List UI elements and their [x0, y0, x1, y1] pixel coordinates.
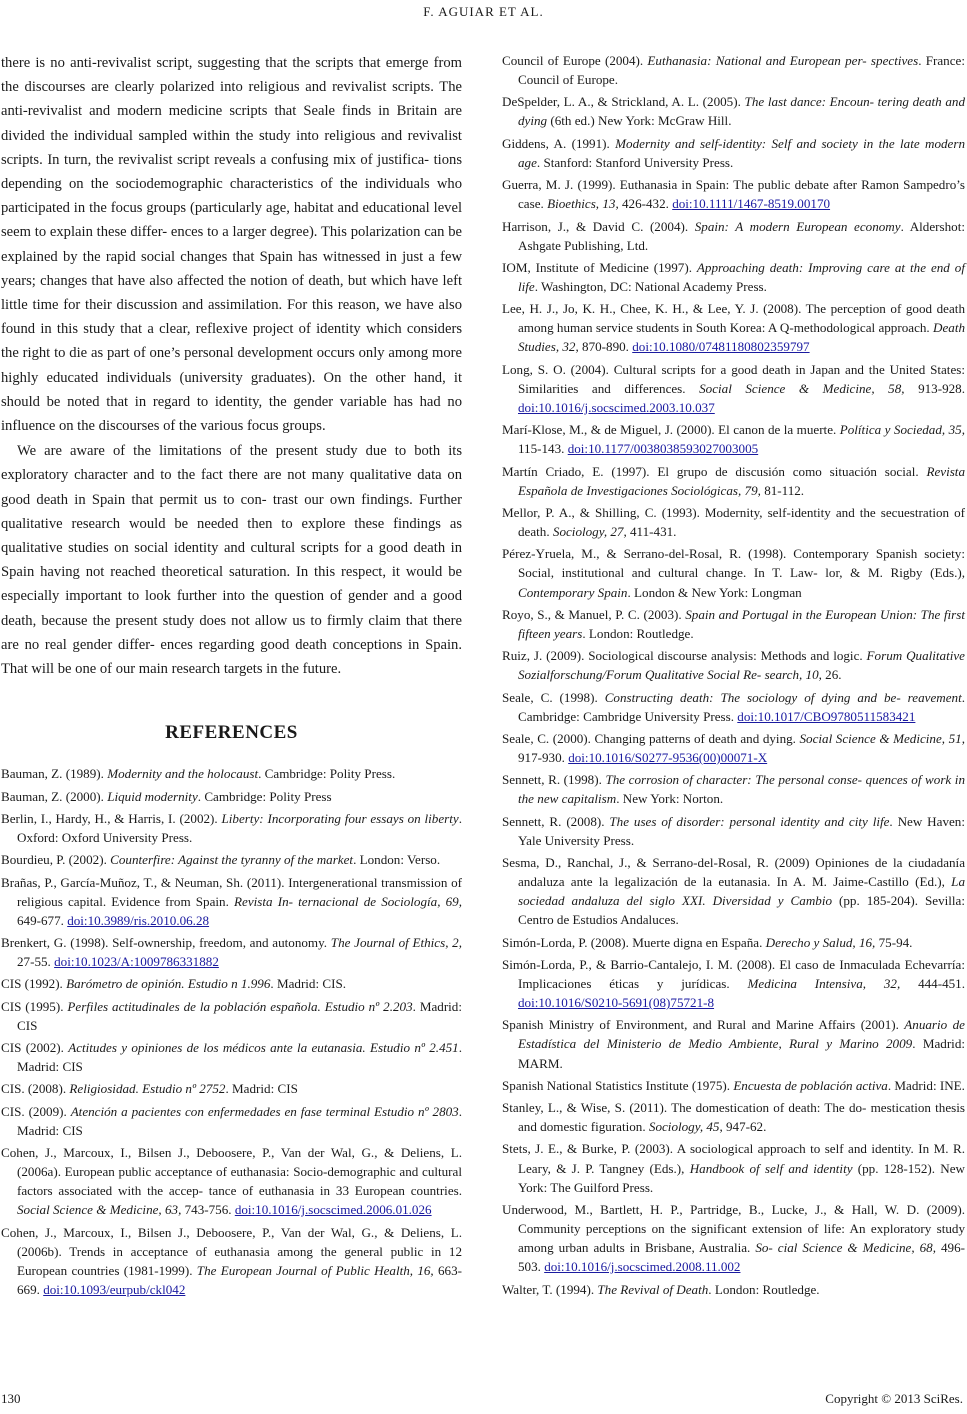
reference-text: CIS (2002). [1, 1040, 69, 1055]
reference-details: 663-669. [17, 1262, 462, 1297]
reference-entry [502, 134, 965, 172]
reference-details: 426-432. [618, 196, 673, 212]
reference-text: Mellor, P. A., & Shilling, C. (1993). Modernity, self-identity and the secuestration of death. [502, 504, 965, 540]
reference-entry [502, 1076, 965, 1095]
reference-source: Atención a pacientes con enfermedades en fase terminal Estudio nº 2803 [70, 1103, 459, 1119]
reference-entry [502, 462, 965, 500]
reference-text: Brenkert, G. (1998). Self-ownership, freedom, and autonomy. [1, 934, 331, 950]
reference-details: 81-112. [760, 482, 805, 498]
reference-details: . Aldershot: Ashgate Publishing, Ltd. [518, 218, 965, 253]
reference-source: Religiosidad. Estudio nº 2752 [69, 1081, 226, 1097]
reference-source: Política y Sociedad, 35, [839, 422, 965, 438]
reference-text: Stets, J. E., & Burke, P. (2003). A sociological approach to self and identity. In M. R. Leary, & J. P. Tangney (Eds.), [502, 1141, 965, 1176]
reference-details: 75-94. [875, 934, 913, 950]
reference-details: (pp. 185-204). Sevilla: Centro de Estudios Andaluces. [518, 893, 966, 928]
reference-text: Walter, T. (1994). [502, 1281, 598, 1297]
reference-entry [502, 51, 965, 89]
reference-source: Social Science & Medicine, 58, [699, 380, 905, 396]
reference-source: The corrosion of character: The personal conse- quences of work in the new capitalism [518, 772, 965, 807]
reference-source: Liberty: Incorporating four essays on liberty [221, 810, 459, 826]
doi-link[interactable]: doi:10.1093/eurpub/ckl042 [43, 1281, 186, 1297]
doi-link[interactable]: doi:10.3989/ris.2010.06.28 [67, 912, 210, 928]
reference-text: CIS (1995). [1, 998, 68, 1014]
reference-text: Royo, S., & Manuel, P. C. (2003). [502, 606, 686, 622]
reference-details: (pp. 128-152). New York: The Guilford Press. [518, 1160, 965, 1195]
reference-text: Stanley, L., & Wise, S. (2011). The domestication of death: The do- mestication thesis and domestic figuration. [502, 1100, 965, 1135]
reference-entry [1, 809, 462, 847]
reference-entry [502, 503, 965, 541]
reference-text: Pérez-Yruela, M., & Serrano-del-Rosal, R. (1998). Contemporary Spanish society: Social, institutional and cultural change. In T. Law- lor, & M. Rigby (Eds.), [502, 546, 965, 581]
reference-details: . Madrid: INE. [887, 1077, 965, 1093]
reference-source: Counterfire: Against the tyranny of the market [110, 852, 354, 868]
reference-source: Derecho y Salud, 16, [765, 934, 876, 950]
reference-details: . Madrid: CIS [225, 1081, 298, 1097]
reference-source: Handbook of self and identity [689, 1160, 853, 1176]
reference-entry [502, 646, 965, 684]
reference-entry [1, 1223, 462, 1299]
reference-entry [502, 217, 965, 255]
reference-entry [1, 1143, 462, 1219]
reference-source: The last dance: Encoun- tering death and dying [518, 94, 965, 129]
reference-details: 411-431. [626, 524, 677, 540]
reference-details: . New Haven: Yale University Press. [518, 813, 965, 848]
reference-entry [502, 770, 965, 808]
reference-entry [502, 175, 965, 213]
reference-details: . Madrid: CIS [17, 998, 462, 1033]
reference-details: . London: Verso. [353, 852, 441, 868]
reference-details: 649-677. [17, 912, 68, 928]
reference-text: Bauman, Z. (2000). [1, 788, 108, 804]
reference-entry [502, 1015, 965, 1072]
reference-details: . Madrid: CIS [17, 1040, 462, 1075]
left-column [1, 51, 462, 1302]
reference-entry [1, 974, 462, 993]
reference-entry [502, 1280, 965, 1299]
reference-details: . Washington, DC: National Academy Press. [534, 278, 767, 294]
reference-text: Spanish Ministry of Environment, and Rural and Marine Affairs (2001). [502, 1017, 905, 1033]
reference-entry [1, 764, 462, 783]
reference-entry [502, 420, 965, 458]
reference-text: Cohen, J., Marcoux, I., Bilsen J., Deboosere, P., Van der Wal, G., & Deliens, L. (2006b). Trends in acceptance of euthanasia among the general public in 12 European countries (1981-1999). [1, 1224, 462, 1278]
reference-details: . London: Routledge. [582, 625, 694, 641]
reference-text: Brañas, P., García-Muñoz, T., & Neuman, Sh. (2011). Intergenerational transmission of religious capital. Evidence from Spain. [1, 874, 462, 909]
reference-source: La sociedad andaluza del siglo XXI. Diversidad y Cambio [518, 874, 965, 909]
reference-text: Council of Europe (2004). [502, 53, 648, 68]
reference-entry [1, 933, 462, 971]
doi-link[interactable]: doi:10.1016/j.socscimed.2003.10.037 [518, 399, 715, 415]
doi-link[interactable]: doi:10.1016/j.socscimed.2006.01.026 [234, 1202, 432, 1218]
reference-source: Contemporary Spain [518, 584, 628, 600]
reference-entry [502, 853, 965, 929]
references-list-right [502, 51, 965, 1299]
reference-source: Spain: A modern European economy [694, 218, 901, 234]
reference-source: Sociology, 45, [648, 1119, 723, 1135]
reference-text: IOM, Institute of Medicine (1997). [502, 259, 697, 275]
reference-entry [502, 360, 965, 417]
doi-link[interactable]: doi:10.1016/S0277-9536(00)00071-X [568, 750, 768, 765]
reference-source: Anuario de Estadística del Ministerio de Medio Ambiente, Rural y Marino 2009 [518, 1017, 965, 1052]
reference-text: Harrison, J., & David C. (2004). [502, 218, 695, 234]
reference-entry [502, 1098, 965, 1136]
reference-text: Guerra, M. J. (1999). Euthanasia in Spain: The public debate after Ramon Sampedro’s case. [502, 177, 965, 212]
reference-source: Euthanasia: National and European per- spectives [647, 53, 919, 68]
doi-link[interactable]: doi:10.1016/j.socscimed.2008.11.002 [544, 1259, 741, 1275]
body-paragraph-1: there is no anti-revivalist script, suggesting that the scripts that emerge from the discourses are clearly polarized into religious and revivalist scripts. The anti-revivalist and modern medicine scripts that Seale finds in Britain are divided the individual sampled within the study into religious and revivalist scripts. In turn, the revivalist script reveals a confusing mix of justifica- tions depending on the sociodemographic characteristics of the individuals who participated in the focus groups (particularly age, habitat and educational level seem to explain these differ- ences to a larger degree). This polarization can be explained by the rapid social changes that Spain has witnessed in just a few years; changes that have also affected the notion of death, but which have left little time for their discussion and assimilation. For this reason, we have also found in this study that a clear, reflexive project of identity which considers the right to die as part of one’s personal development occurs only among more highly educated individuals (university graduates). On the other hand, it should be noted that in regard to identity, the gender variable has had no influence on the discourses of the various focus groups. [1, 55, 462, 435]
reference-source: Social Science & Medicine, 63, [17, 1202, 182, 1218]
references-list-left [1, 764, 462, 1299]
reference-entry [502, 1200, 965, 1276]
reference-text: Sennett, R. (1998). [502, 772, 606, 788]
reference-details: 917-930. [518, 750, 569, 765]
reference-text: Ruiz, J. (2009). Sociological discourse analysis: Methods and logic. [502, 648, 867, 664]
reference-source: So- cial Science & Medicine, 68, [755, 1240, 936, 1256]
reference-entry [502, 955, 965, 1012]
reference-details: 26. [821, 667, 842, 683]
reference-text: Simón-Lorda, P. (2008). Muerte digna en España. [502, 934, 766, 950]
reference-text: Bourdieu, P. (2002). [1, 852, 111, 868]
reference-entry [1, 1079, 462, 1098]
reference-details: . Oxford: Oxford University Press. [17, 810, 462, 845]
reference-source: Perfiles actitudinales de la población española. Estudio nº 2.203 [67, 998, 413, 1014]
reference-entry [502, 544, 965, 601]
reference-text: CIS. (2009). [1, 1103, 71, 1119]
reference-entry [502, 812, 965, 850]
reference-source: Revista Española de Investigaciones Sociológicas, 79, [518, 463, 965, 498]
doi-link[interactable]: doi:10.1177/0038038593027003005 [567, 441, 759, 457]
reference-entry [502, 299, 965, 356]
reference-details: 496-503. [518, 1240, 965, 1275]
reference-source: Barómetro de opinión. Estudio n 1.996 [66, 976, 271, 992]
reference-entry [502, 688, 965, 726]
reference-text: Seale, C. (2000). Changing patterns of death and dying. [502, 730, 800, 746]
reference-details: 743-756. [181, 1202, 235, 1218]
reference-details: . France: Council of Europe. [518, 53, 965, 88]
reference-source: The Revival of Death [597, 1281, 709, 1297]
reference-source: Medicina Intensiva, 32, [747, 975, 901, 991]
reference-details: . London & New York: Longman [627, 584, 802, 600]
reference-source: Encuesta de población activa [733, 1077, 888, 1093]
reference-details: . Cambridge: Polity Press. [258, 766, 396, 782]
reference-entry [1, 997, 462, 1035]
doi-link[interactable]: doi:10.1080/07481180802359797 [632, 339, 810, 355]
doi-link[interactable]: doi:10.1016/S0210-5691(08)75721-8 [518, 995, 715, 1011]
reference-text: Long, S. O. (2004). Cultural scripts for a good death in Japan and the United States: Similarities and differences. [502, 361, 965, 396]
reference-text: DeSpelder, L. A., & Strickland, A. L. (2005). [502, 94, 745, 110]
reference-entry [1, 1102, 462, 1140]
reference-entry [1, 850, 462, 869]
reference-details: . Madrid: MARM. [518, 1036, 965, 1071]
reference-source: Modernity and self-identity: Self and society in the late modern age [518, 135, 965, 170]
reference-source: Sociology, 27, [552, 524, 627, 540]
reference-entry [502, 933, 965, 952]
reference-source: The European Journal of Public Health, 16, [196, 1262, 434, 1278]
reference-details: 444-451. [900, 975, 965, 991]
reference-source: The uses of disorder: personal identity and city life [609, 813, 890, 829]
reference-details: . Cambridge: Polity Press [197, 788, 332, 804]
reference-text: Martín Criado, E. (1997). El grupo de discusión como situación social. [502, 463, 927, 479]
reference-source: Liquid modernity [107, 788, 198, 804]
right-column [502, 51, 965, 1302]
reference-details: . London: Routledge. [708, 1281, 820, 1297]
reference-text: Underwood, M., Bartlett, H. P., Partridge, B., Lucke, J., & Hall, W. D. (2009). Community perceptions on the significant extension of life: An exploratory study among urban adults in Brisbane, Australia. [502, 1201, 965, 1256]
doi-link[interactable]: doi:10.1111/1467-8519.00170 [672, 196, 831, 212]
reference-details: (6th ed.) New York: McGraw Hill. [547, 113, 732, 129]
running-head: F. AGUIAR ET AL. [423, 4, 544, 19]
reference-source: Constructing death: The sociology of dying and be- reavement [604, 689, 962, 705]
doi-link[interactable]: doi:10.1017/CBO9780511583421 [737, 708, 916, 724]
reference-entry [1, 873, 462, 930]
reference-text: Giddens, A. (1991). [502, 135, 616, 151]
reference-entry [502, 92, 965, 130]
reference-text: Spanish National Statistics Institute (1975). [502, 1077, 734, 1093]
reference-text: Sesma, D., Ranchal, J., & Serrano-del-Rosal, R. (2009) Opiniones de la ciudadanía andaluza ante la legalización de la eutanasia. In A. M. Jaime-Castillo (Ed.), [502, 855, 965, 890]
reference-text: CIS. (2008). [1, 1081, 70, 1097]
reference-details: 947-62. [722, 1119, 767, 1135]
reference-entry [502, 1139, 965, 1196]
copyright-notice: Copyright © 2013 SciRes. [825, 1391, 963, 1406]
reference-entry [1, 1038, 462, 1076]
references-heading: REFERENCES [165, 722, 298, 744]
reference-text: Bauman, Z. (1989). [1, 766, 108, 782]
reference-source: Approaching death: Improving care at the end of life [518, 259, 965, 294]
reference-source: Bioethics, 13, [547, 196, 619, 212]
reference-details: 913-928. [904, 380, 965, 396]
reference-text: Lee, H. J., Jo, K. H., Chee, K. H., & Lee, Y. J. (2008). The perception of good death among human service students in South Korea: A Q-methodological approach. [502, 301, 965, 336]
reference-text: Sennett, R. (2008). [502, 813, 610, 829]
reference-text: Seale, C. (1998). [502, 689, 605, 705]
reference-text: CIS (1992). [1, 976, 67, 992]
reference-details: . Stanford: Stanford University Press. [536, 154, 734, 170]
reference-details: 27-55. [17, 954, 55, 970]
reference-source: Forum Qualitative Sozialforschung/Forum Qualitative Social Re- search, 10, [518, 648, 965, 683]
reference-source: Revista In- ternacional de Sociología, 69, [234, 893, 463, 909]
page-number: 130 [1, 1391, 21, 1406]
reference-source: Death Studies, 32, [518, 320, 965, 355]
reference-entry [1, 787, 462, 806]
reference-text: Berlin, I., Hardy, H., & Harris, I. (2002). [1, 810, 222, 826]
reference-entry [502, 605, 965, 643]
reference-entry [502, 258, 965, 296]
reference-entry [502, 729, 965, 767]
reference-source: The Journal of Ethics, 2, [330, 934, 462, 950]
reference-source: Social Science & Medicine, 51, [799, 730, 965, 746]
reference-text: Marí-Klose, M., & de Miguel, J. (2000). El canon de la muerte. [502, 422, 840, 438]
reference-details: . New York: Norton. [616, 791, 724, 807]
reference-details: . Madrid: CIS [17, 1103, 462, 1138]
reference-details: 870-890. [578, 339, 633, 355]
reference-details: . Madrid: CIS. [270, 976, 347, 992]
reference-source: Spain and Portugal in the European Union: The first fifteen years [518, 606, 966, 641]
body-paragraph-2: We are aware of the limitations of the present study due to both its exploratory character and to the fact there are not many qualitative data on good death in Spain that permit us to con- trast our own findings. Further qualitative research would be needed then to explore these findings as qualitative studies on social identity and cultural scripts for a good death in Spain having not reached theoretical saturation. In this respect, it would be especially important to look further into the question of gender and a good death, because the present study does not allow us to firmly claim that there are no real gender differ- ences regarding good death conceptions in Spain. That will be one of our main research targets in the future. [1, 443, 462, 678]
reference-details: 115-143. [518, 441, 568, 457]
reference-text: Cohen, J., Marcoux, I., Bilsen J., Deboosere, P., Van der Wal, G., & Deliens, L. (2006a). European public acceptance of euthanasia: Socio-demographic and cultural factors associated with the accep- tance of euthanasia in 33 European countries. [1, 1145, 462, 1199]
reference-source: Actitudes y opiniones de los médicos ante la eutanasia. Estudio nº 2.451 [68, 1040, 459, 1055]
reference-text: Simón-Lorda, P., & Barrio-Cantalejo, I. M. (2008). El caso de Inmaculada Echevarría: Implicaciones éticas y jurídicas. [502, 956, 965, 991]
doi-link[interactable]: doi:10.1023/A:1009786331882 [54, 954, 219, 970]
reference-source: Modernity and the holocaust [107, 766, 259, 782]
reference-details: . Cambridge: Cambridge University Press. [518, 689, 965, 724]
